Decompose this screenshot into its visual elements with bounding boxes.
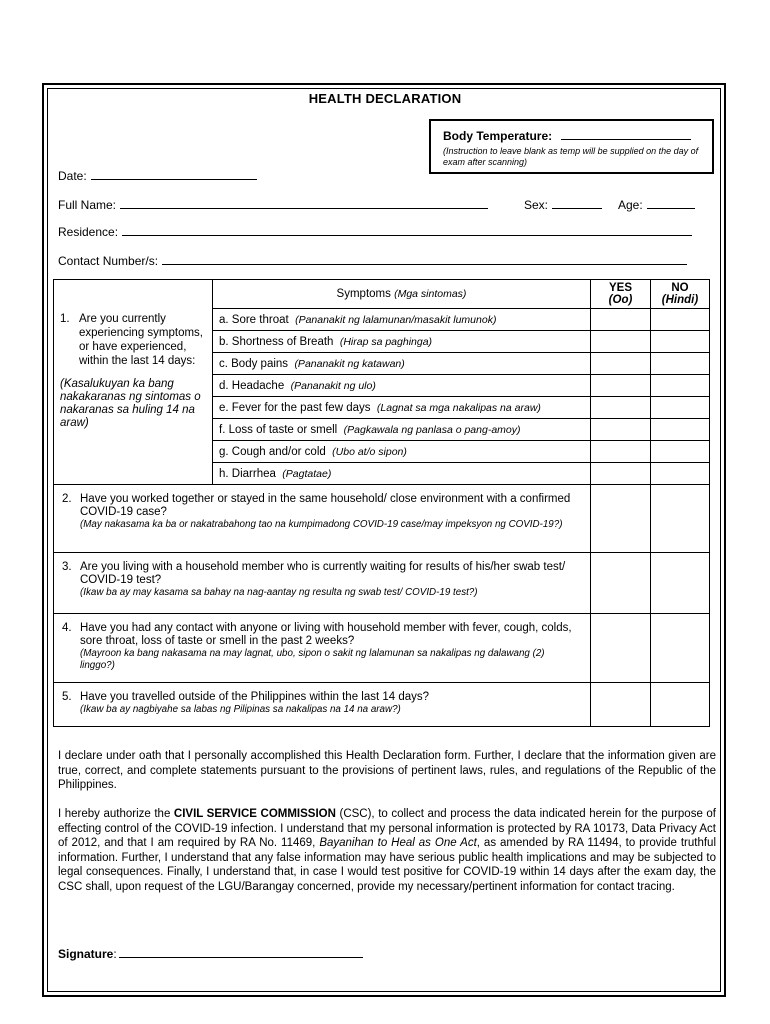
yes-checkbox[interactable] [591,614,651,683]
no-checkbox[interactable] [651,419,710,441]
question-translation: (Ikaw ba ay may kasama sa bahay na nag-aantay ng resulta ng swab test/ COVID-19 test?) [80,587,478,598]
date-label: Date: [58,169,87,183]
date-row [58,168,257,183]
question-1-translation: (Kasalukuyan ka bang nakakaranas ng sintomas o nakaranas sa huling 14 na araw) [60,378,201,429]
question-text: Have you travelled outside of the Philippines within the last 14 days? [80,691,430,703]
authorization-text-c: , as amended by RA 11494, to provide truthful information. Further, I understand that any false information may have serious public health implications and may be subjected to legal consequences. Finally, I understand that, in case I would test positive for COVID-19 within 14 days after the exam day, the CSC shall, upon request of the LGU/Barangay concerned, provide my necessary/pertinent information for contact tracing. [58,837,716,893]
symptom-label: b. Shortness of Breath [219,335,334,348]
age-label: Age: [618,198,643,212]
full-name-row [58,197,488,212]
declaration-paragraph-1: I declare under oath that I personally accomplished this Health Declaration form. Further, I declare that the information given are true, correct, and complete statements pursuant to the provisions of pertinent laws, rules, and regulations of the Republic of the Philippines. [58,750,716,791]
no-checkbox[interactable] [651,683,710,727]
question-1-cell [54,280,213,485]
no-checkbox[interactable] [651,397,710,419]
yes-checkbox[interactable] [591,683,651,727]
question-translation: (May nakasama ka ba or nakatrabahong tao na kumpimadong COVID-19 case/may impeksyon ng COVID-19?) [80,519,563,530]
symptom-cell [213,463,591,485]
question-row [54,553,710,614]
symptom-cell [213,419,591,441]
yes-header [591,280,651,309]
symptom-translation: (Pagtatae) [282,467,332,480]
age-row [618,197,695,212]
body-temperature-box [429,119,714,174]
symptom-translation: (Pananakit ng lalamunan/masakit lumunok) [295,313,497,326]
symptom-label: h. Diarrhea [219,467,276,480]
symptom-label: g. Cough and/or cold [219,445,326,458]
form-title: HEALTH DECLARATION [308,91,462,106]
symptom-cell [213,331,591,353]
yes-checkbox[interactable] [591,441,651,463]
symptom-translation: (Pagkawala ng panlasa o pang-amoy) [343,423,521,436]
symptoms-table [53,279,710,727]
bayanihan-act-name: Bayanihan to Heal as One Act [319,837,477,849]
symptoms-header [213,280,591,309]
yes-checkbox[interactable] [591,375,651,397]
no-checkbox[interactable] [651,441,710,463]
residence-row [58,224,692,239]
question-4-cell [54,614,591,683]
body-temperature-field[interactable] [561,128,691,140]
yes-checkbox[interactable] [591,485,651,553]
symptom-cell [213,353,591,375]
yes-checkbox[interactable] [591,331,651,353]
no-checkbox[interactable] [651,553,710,614]
symptoms-header-label: Symptoms [336,288,391,300]
no-checkbox[interactable] [651,309,710,331]
table-header-row [54,280,710,309]
residence-field[interactable] [122,224,692,236]
no-checkbox[interactable] [651,331,710,353]
symptom-translation: (Hirap sa paghinga) [339,335,433,348]
question-text: Are you living with a household member who is currently waiting for results of his/her swab test/ COVID-19 test? [80,561,566,586]
body-temperature-label: Body Temperature: [443,129,553,143]
question-2-cell [54,485,591,553]
signature-field[interactable] [119,946,363,958]
question-number: 3. [62,561,72,573]
body-temperature-note: (Instruction to leave blank as temp will be supplied on the day of exam after scanning) [443,146,699,167]
authorization-text-b: (CSC), to collect and process the data indicated herein for the purpose of effecting control of the COVID-19 infection. I understand that my personal information is protected by RA 10173, Data Privacy Act of 2012, and that I am required by RA No. 11469, [58,808,716,849]
symptom-label: c. Body pains [219,357,289,370]
full-name-field[interactable] [120,197,488,209]
symptom-label: f. Loss of taste or smell [219,423,338,436]
question-number: 5. [62,691,72,703]
authorization-text-a: I hereby authorize the [58,808,174,820]
signature-row [58,946,363,961]
question-row [54,485,710,553]
contact-field[interactable] [162,253,687,265]
no-checkbox[interactable] [651,375,710,397]
yes-label: YES [608,282,632,294]
residence-label: Residence: [58,225,119,239]
yes-checkbox[interactable] [591,309,651,331]
contact-label: Contact Number/s: [58,254,159,268]
symptom-translation: (Lagnat sa mga nakalipas na araw) [376,401,541,414]
question-row [54,614,710,683]
question-3-cell [54,553,591,614]
sex-row [524,197,602,212]
symptom-translation: (Ubo at/o sipon) [332,445,407,458]
yes-checkbox[interactable] [591,419,651,441]
question-number: 4. [62,622,72,634]
sex-field[interactable] [552,197,602,209]
sex-label: Sex: [524,198,549,212]
no-checkbox[interactable] [651,353,710,375]
yes-checkbox[interactable] [591,463,651,485]
full-name-label: Full Name: [58,198,117,212]
question-1-text: Are you currently experiencing symptoms, or have experienced, within the last 14 days: [79,313,203,367]
no-checkbox[interactable] [651,463,710,485]
question-text: Have you had any contact with anyone or living with household member with fever, cough, colds, sore throat, loss of taste or smell in the past 2 weeks? [80,622,572,647]
declaration-paragraph-2 [58,807,716,894]
symptom-label: a. Sore throat [219,313,289,326]
question-text: Have you worked together or stayed in the same household/ close environment with a confirmed COVID-19 case? [80,493,571,518]
date-field[interactable] [91,168,257,180]
symptom-cell [213,397,591,419]
signature-label: Signature [58,947,114,961]
no-translation: (Hindi) [661,294,699,306]
symptom-label: e. Fever for the past few days [219,401,371,414]
no-header [651,280,710,309]
yes-checkbox[interactable] [591,397,651,419]
signature-colon: : [113,947,117,961]
age-field[interactable] [647,197,695,209]
symptom-translation: (Pananakit ng ulo) [290,379,376,392]
yes-checkbox[interactable] [591,553,651,614]
contact-row [58,253,687,268]
question-row [54,683,710,727]
no-checkbox[interactable] [651,614,710,683]
question-number: 2. [62,493,72,505]
question-translation: (Mayroon ka bang nakasama na may lagnat, ubo, sipon o sakit ng lalamunan sa nakalipas ng dalawang (2) linggo?) [80,648,545,671]
yes-checkbox[interactable] [591,353,651,375]
question-1-number: 1. [60,313,70,325]
no-checkbox[interactable] [651,485,710,553]
question-translation: (Ikaw ba ay nagbiyahe sa labas ng Pilipinas sa nakalipas na 14 na araw?) [80,704,401,715]
symptom-cell [213,309,591,331]
no-label: NO [671,282,689,294]
yes-translation: (Oo) [608,294,633,306]
csc-name: CIVIL SERVICE COMMISSION [173,808,336,820]
symptoms-header-translation: (Mga sintomas) [394,288,467,300]
symptom-cell [213,441,591,463]
symptom-translation: (Pananakit ng katawan) [294,357,405,370]
question-5-cell [54,683,591,727]
symptom-cell [213,375,591,397]
symptom-label: d. Headache [219,379,285,392]
